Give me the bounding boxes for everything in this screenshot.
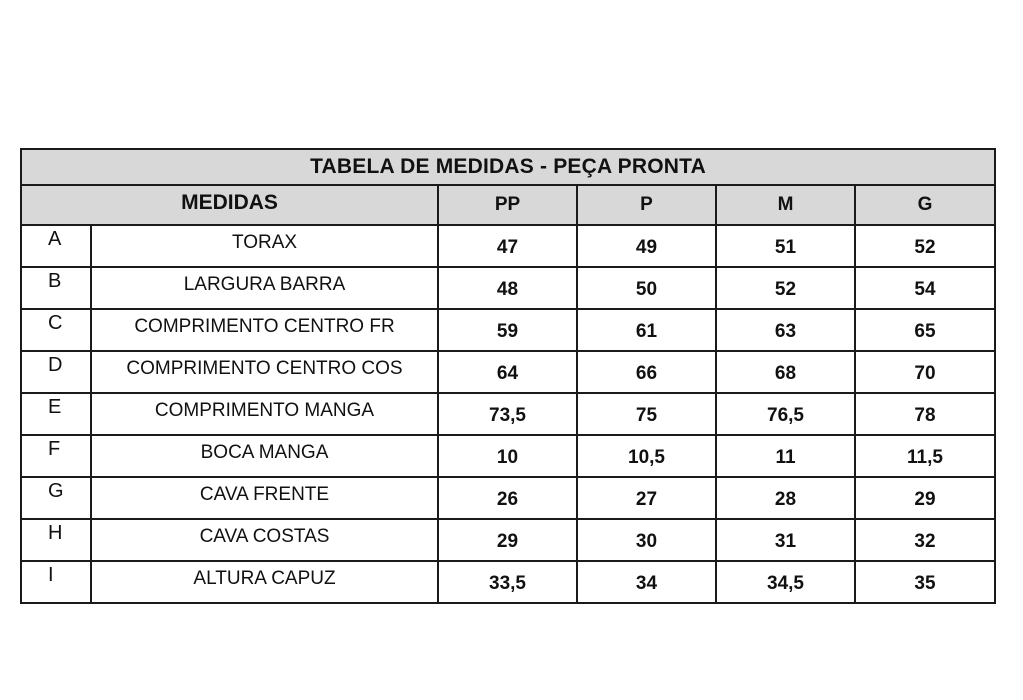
- measure-name: CAVA FRENTE: [91, 477, 438, 519]
- value-pp: 73,5: [438, 393, 577, 435]
- measure-letter: F: [21, 435, 91, 477]
- size-chart-table: [20, 148, 996, 604]
- value-m: 31: [716, 519, 855, 561]
- value-g: 29: [855, 477, 995, 519]
- size-header-p: P: [577, 185, 716, 225]
- value-m: 76,5: [716, 393, 855, 435]
- value-m: 11: [716, 435, 855, 477]
- table-row: [21, 309, 995, 351]
- value-pp: 33,5: [438, 561, 577, 603]
- medidas-header: MEDIDAS: [21, 185, 438, 225]
- measure-letter: D: [21, 351, 91, 393]
- table-header-row: [21, 185, 995, 225]
- value-p: 61: [577, 309, 716, 351]
- measure-name: CAVA COSTAS: [91, 519, 438, 561]
- value-g: 65: [855, 309, 995, 351]
- size-header-pp: PP: [438, 185, 577, 225]
- measure-name: TORAX: [91, 225, 438, 267]
- measure-name: COMPRIMENTO CENTRO FR: [91, 309, 438, 351]
- value-g: 54: [855, 267, 995, 309]
- table-row: [21, 225, 995, 267]
- value-g: 70: [855, 351, 995, 393]
- table-row: [21, 519, 995, 561]
- value-m: 28: [716, 477, 855, 519]
- measure-letter: E: [21, 393, 91, 435]
- value-m: 34,5: [716, 561, 855, 603]
- measure-name: LARGURA BARRA: [91, 267, 438, 309]
- value-p: 50: [577, 267, 716, 309]
- measure-letter: G: [21, 477, 91, 519]
- value-pp: 26: [438, 477, 577, 519]
- value-p: 75: [577, 393, 716, 435]
- value-g: 32: [855, 519, 995, 561]
- value-p: 34: [577, 561, 716, 603]
- size-header-g: G: [855, 185, 995, 225]
- value-p: 10,5: [577, 435, 716, 477]
- value-m: 51: [716, 225, 855, 267]
- value-g: 52: [855, 225, 995, 267]
- table-row: [21, 561, 995, 603]
- value-pp: 64: [438, 351, 577, 393]
- table-row: [21, 351, 995, 393]
- table-row: [21, 267, 995, 309]
- table-row: [21, 435, 995, 477]
- value-pp: 59: [438, 309, 577, 351]
- value-g: 35: [855, 561, 995, 603]
- value-m: 68: [716, 351, 855, 393]
- value-pp: 48: [438, 267, 577, 309]
- measure-letter: B: [21, 267, 91, 309]
- table-title-row: [21, 149, 995, 185]
- table-row: [21, 477, 995, 519]
- value-p: 30: [577, 519, 716, 561]
- size-header-m: M: [716, 185, 855, 225]
- value-m: 52: [716, 267, 855, 309]
- table-body: [21, 225, 995, 603]
- measure-name: ALTURA CAPUZ: [91, 561, 438, 603]
- value-m: 63: [716, 309, 855, 351]
- value-p: 66: [577, 351, 716, 393]
- table-row: [21, 393, 995, 435]
- measure-name: BOCA MANGA: [91, 435, 438, 477]
- measure-letter: H: [21, 519, 91, 561]
- value-pp: 29: [438, 519, 577, 561]
- value-g: 78: [855, 393, 995, 435]
- value-g: 11,5: [855, 435, 995, 477]
- value-pp: 47: [438, 225, 577, 267]
- value-p: 27: [577, 477, 716, 519]
- measure-letter: C: [21, 309, 91, 351]
- value-p: 49: [577, 225, 716, 267]
- value-pp: 10: [438, 435, 577, 477]
- measure-letter: I: [21, 561, 91, 603]
- measure-name: COMPRIMENTO MANGA: [91, 393, 438, 435]
- measure-letter: A: [21, 225, 91, 267]
- measure-name: COMPRIMENTO CENTRO COS: [91, 351, 438, 393]
- table-title: TABELA DE MEDIDAS - PEÇA PRONTA: [21, 149, 995, 185]
